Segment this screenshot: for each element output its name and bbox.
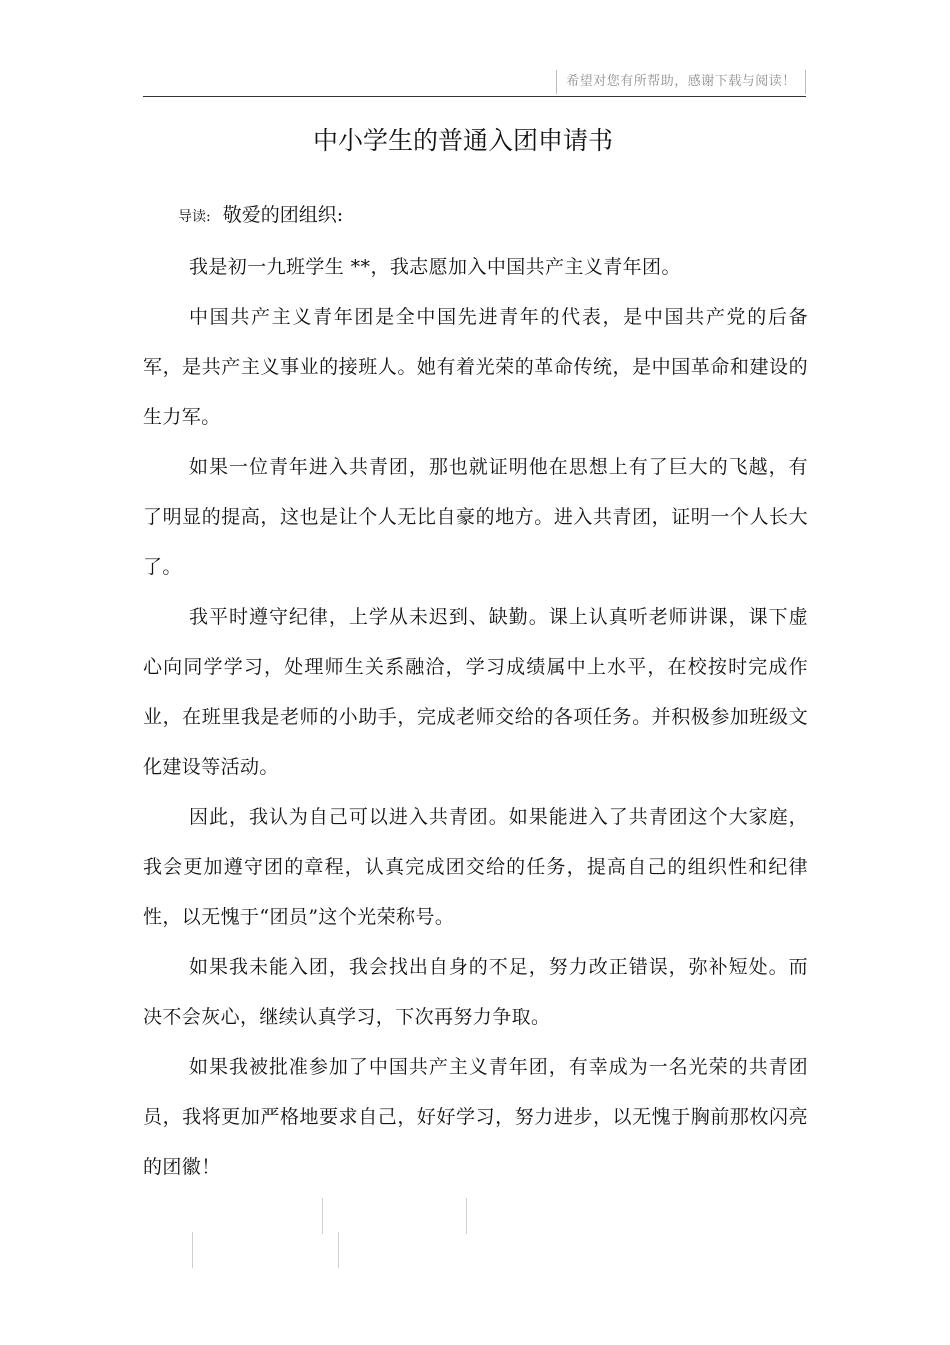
artifact-line — [322, 1198, 323, 1234]
paragraph-5: 因此，我认为自己可以进入共青团。如果能进入了共青团这个大家庭，我会更加遵守团的章程，认真完成团交给的任务，提高自己的组织性和纪律性，以无愧于“团员”这个光荣称号。 — [143, 806, 808, 928]
paragraph-3: 如果一位青年进入共青团，那也就证明他在思想上有了巨大的飞越，有了明显的提高，这也是让个人无比自豪的地方。进入共青团，证明一个人长大了。 — [143, 456, 808, 578]
paragraph-7: 如果我被批准参加了中国共产主义青年团，有幸成为一名光荣的共青团员，我将更加严格地要求自己，好好学习，努力进步，以无愧于胸前那枚闪亮的团徽！ — [143, 1056, 808, 1178]
document-body — [143, 190, 808, 1192]
salutation: 敬爱的团组织: — [222, 204, 344, 226]
artifact-line — [466, 1198, 467, 1234]
header-divider — [143, 96, 806, 97]
paragraph-6: 如果我未能入团，我会找出自身的不足，努力改正错误，弥补短处。而决不会灰心，继续认真学习，下次再努力争取。 — [143, 956, 808, 1028]
paragraph-2: 中国共产主义青年团是全中国先进青年的代表，是中国共产党的后备军，是共产主义事业的接班人。她有着光荣的革命传统，是中国革命和建设的生力军。 — [143, 306, 808, 428]
artifact-line — [338, 1232, 339, 1268]
artifact-line — [192, 1232, 193, 1268]
intro-line — [143, 190, 808, 242]
paragraph-4: 我平时遵守纪律，上学从未迟到、缺勤。课上认真听老师讲课，课下虚心向同学学习，处理师生关系融洽，学习成绩属中上水平，在校按时完成作业，在班里我是老师的小助手，完成老师交给的各项任务。并积极参加班级文化建设等活动。 — [143, 606, 808, 778]
document-title: 中小学生的普通入团申请书 — [312, 126, 613, 155]
intro-lead: 导读: — [178, 209, 211, 225]
header-note: 希望对您有所帮助，感谢下载与阅读！ — [556, 70, 806, 94]
paragraph-1: 我是初一九班学生 **，我志愿加入中国共产主义青年团。 — [189, 256, 681, 278]
